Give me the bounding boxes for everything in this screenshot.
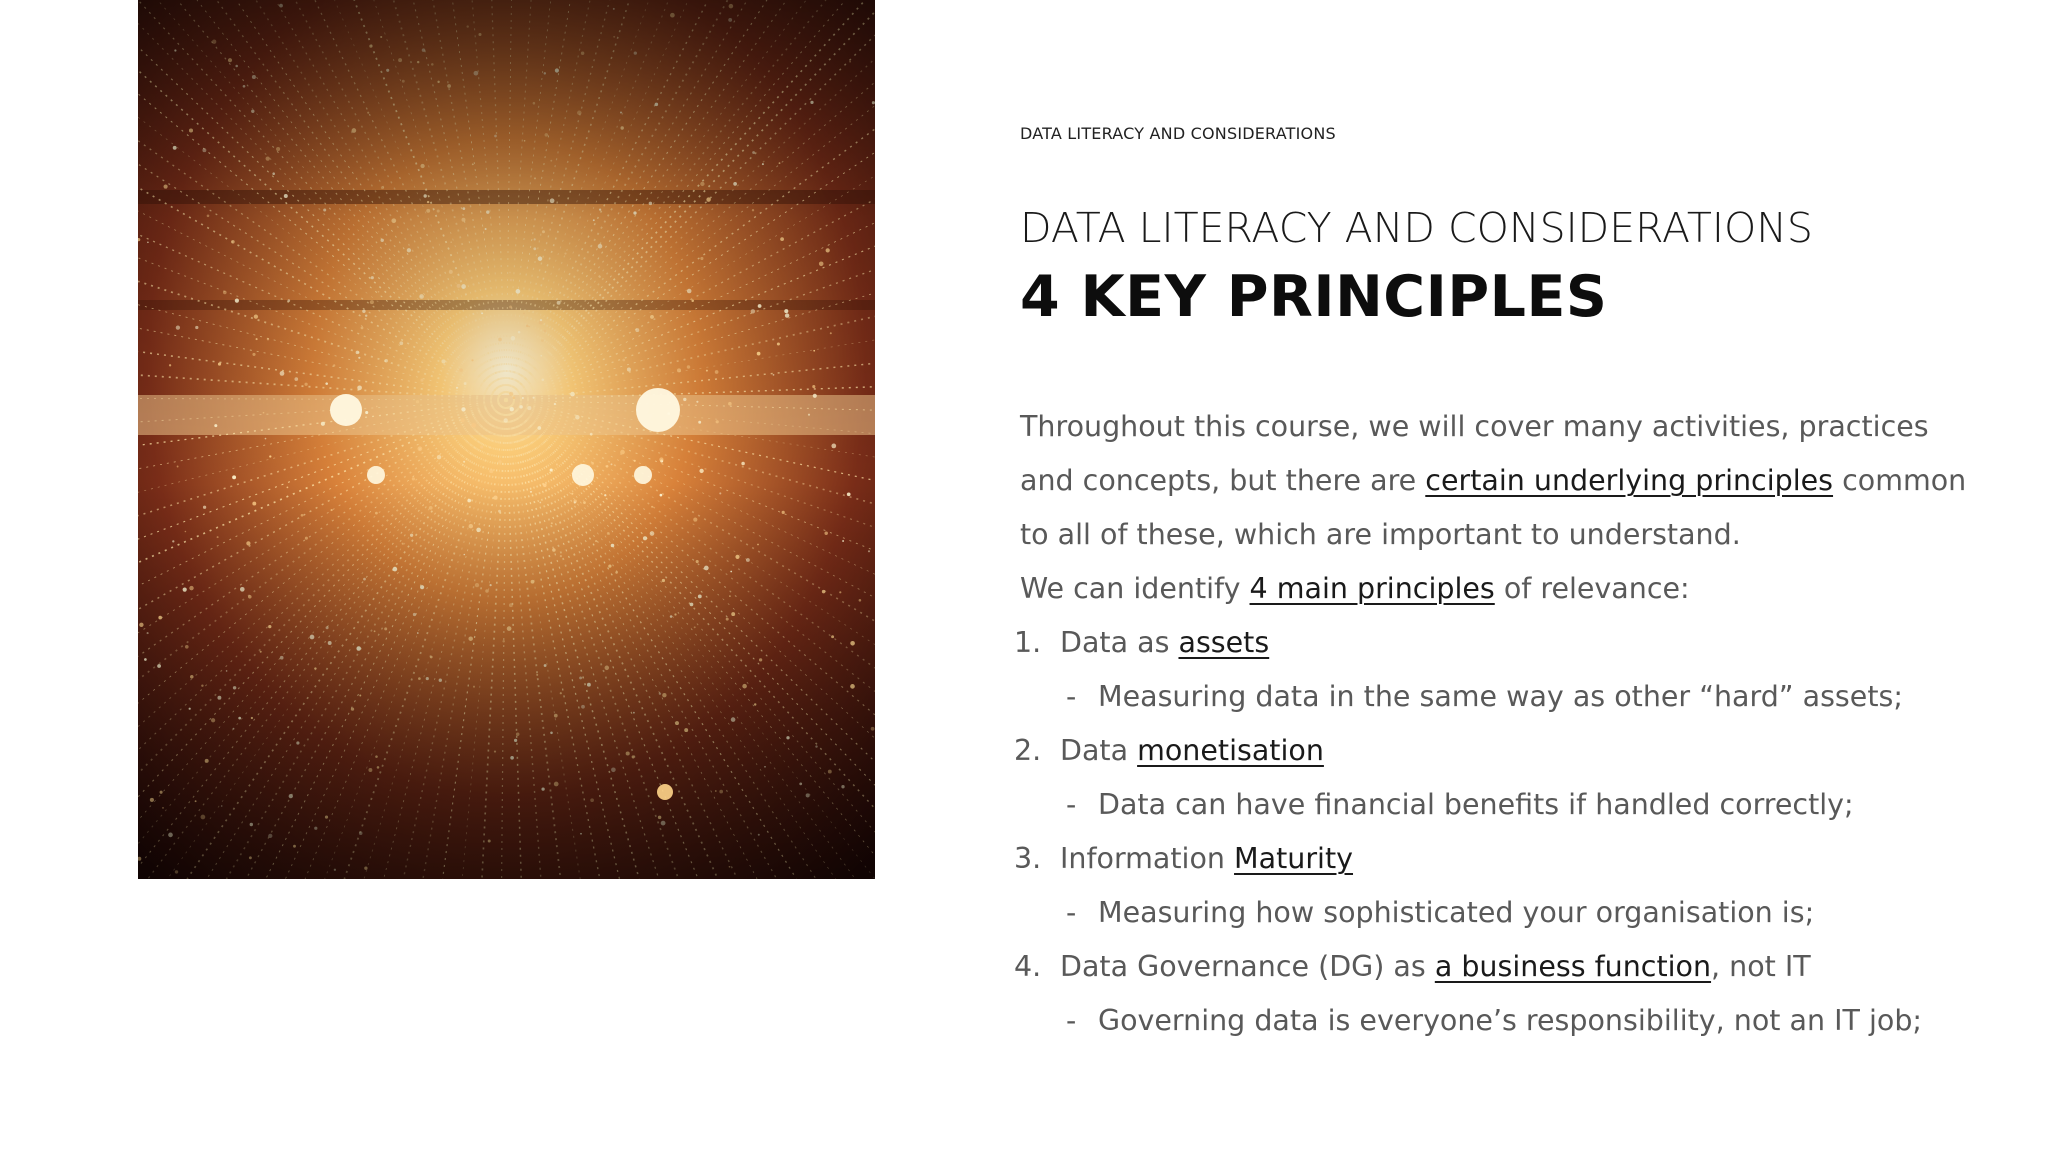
principle-suffix: , not IT [1711,950,1811,983]
slide-kicker: DATA LITERACY AND CONSIDERATIONS [1020,124,1336,143]
identify-text-2: of relevance: [1494,572,1690,605]
string-lights-photo [138,0,875,879]
intro-text-2: common to all of these, which are important to understand. [1020,464,1967,551]
principle-item [1014,724,1980,778]
main-principles-link: 4 main principles [1249,572,1495,605]
principle-number: 1. [1014,626,1042,659]
detail-text: Measuring data in the same way as other “hard” assets; [1098,680,1903,713]
detail-text: Governing data is everyone’s responsibility, not an IT job; [1098,1004,1923,1037]
detail-dash: - [1066,896,1077,929]
underlying-principles-link: certain underlying principles [1425,464,1834,497]
identify-paragraph [1020,562,1980,616]
detail-text: Data can have financial benefits if handled correctly; [1098,788,1854,821]
principle-item [1014,832,1980,886]
slide-body [1014,400,1980,1048]
detail-dash: - [1066,788,1077,821]
principle-number: 4. [1014,950,1042,983]
principle-link-monetisation: monetisation [1137,734,1324,767]
detail-dash: - [1066,1004,1077,1037]
principle-link-assets: assets [1178,626,1270,659]
principle-prefix: Data as [1060,626,1179,659]
intro-paragraph [1020,400,1980,562]
principle-number: 3. [1014,842,1042,875]
slide-subtitle: 4 KEY PRINCIPLES [1020,264,1608,330]
intro-text-1: Throughout this course, we will cover many activities, practices and concepts, but there are [1020,410,1929,497]
principle-detail [1020,994,1980,1048]
principle-link-maturity: Maturity [1234,842,1354,875]
principle-item [1014,616,1980,670]
principle-prefix: Data [1060,734,1138,767]
principle-detail [1020,778,1980,832]
principle-number: 2. [1014,734,1042,767]
slide-title: DATA LITERACY AND CONSIDERATIONS [1020,204,1813,252]
detail-text: Measuring how sophisticated your organisation is; [1098,896,1815,929]
principle-prefix: Data Governance (DG) as [1060,950,1435,983]
principle-prefix: Information [1060,842,1235,875]
principle-item [1014,940,1980,994]
detail-dash: - [1066,680,1077,713]
principle-detail [1020,886,1980,940]
principle-detail [1020,670,1980,724]
identify-text-1: We can identify [1020,572,1250,605]
principle-link-business-function: a business function [1434,950,1712,983]
